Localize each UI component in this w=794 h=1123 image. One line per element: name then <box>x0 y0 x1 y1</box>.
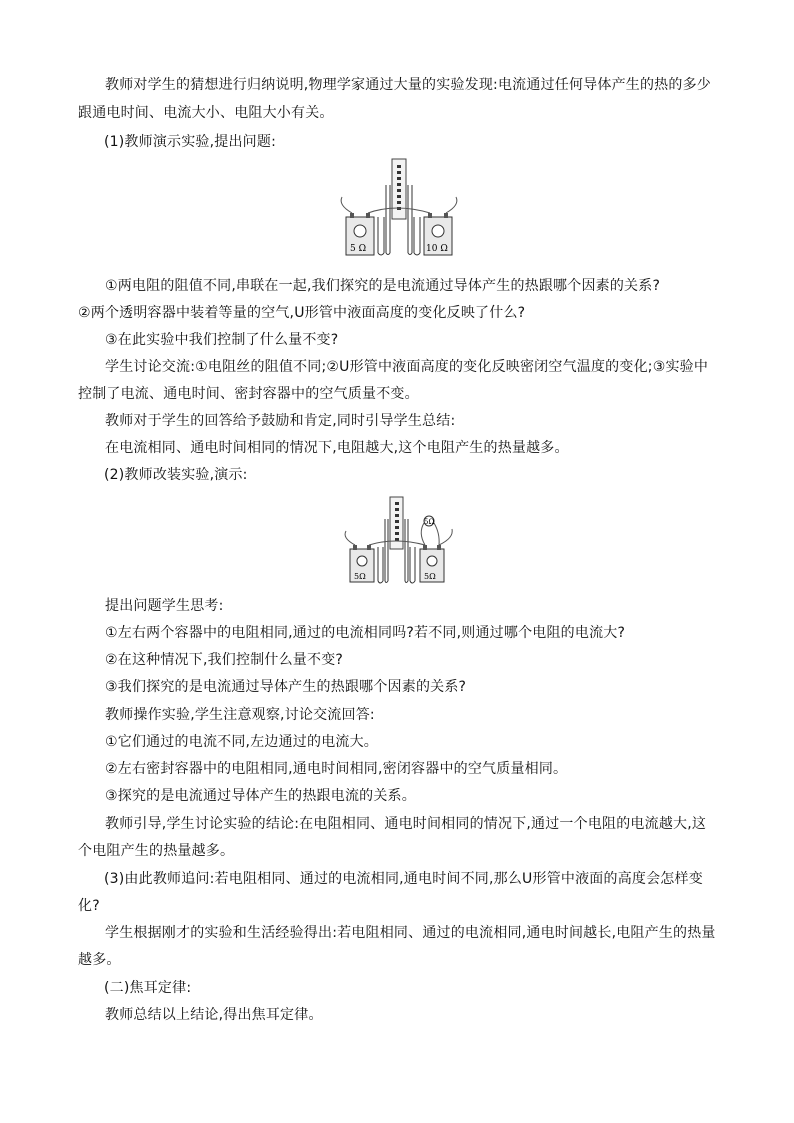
paragraph-line: ②两个透明容器中装着等量的空气,U形管中液面高度的变化反映了什么? <box>78 305 526 321</box>
experiment-figure-1 <box>334 155 464 260</box>
right-resistor-label: 5Ω <box>424 572 436 581</box>
paragraph-line: (1)教师演示实验,提出问题: <box>104 134 276 150</box>
paragraph-line: ③探究的是电流通过导体产生的热跟电流的关系。 <box>105 788 416 804</box>
paragraph-line: ①左右两个容器中的电阻相同,通过的电流相同吗?若不同,则通过哪个电阻的电流大? <box>105 625 626 641</box>
paragraph-line: 教师引导,学生讨论实验的结论:在电阻相同、通电时间相同的情况下,通过一个电阻的电流越大,这 <box>105 816 707 832</box>
paragraph-line: 学生讨论交流:①电阻丝的阻值不同;②U形管中液面高度的变化反映密闭空气温度的变化;③实验中 <box>105 359 709 375</box>
paragraph-line: 控制了电流、通电时间、密封容器中的空气质量不变。 <box>78 386 419 402</box>
paragraph-line: 提出问题学生思考: <box>105 598 224 614</box>
paragraph-line: 教师对学生的猜想进行归纳说明,物理学家通过大量的实验发现:电流通过任何导体产生的热的多少 <box>105 77 711 93</box>
paragraph-line: 个电阻产生的热量越多。 <box>78 843 235 859</box>
paragraph-line: ②左右密封容器中的电阻相同,通电时间相同,密闭容器中的空气质量相同。 <box>105 761 568 777</box>
experiment-figure-2 <box>340 493 460 588</box>
paragraph-line: (3)由此教师追问:若电阻相同、通过的电流相同,通电时间不同,那么U形管中液面的高度会怎样变 <box>104 871 703 887</box>
right-resistor-label: 10 Ω <box>426 244 448 254</box>
left-resistor-label: 5 Ω <box>350 244 367 254</box>
paragraph-line: 越多。 <box>78 952 121 968</box>
paragraph-line: 教师对于学生的回答给予鼓励和肯定,同时引导学生总结: <box>105 413 456 429</box>
paragraph-line: 教师总结以上结论,得出焦耳定律。 <box>105 1007 323 1023</box>
paragraph-line: ①它们通过的电流不同,左边通过的电流大。 <box>105 734 378 750</box>
paragraph-line: 跟通电时间、电流大小、电阻大小有关。 <box>78 105 334 121</box>
paragraph-line: 教师操作实验,学生注意观察,讨论交流回答: <box>105 707 375 723</box>
paragraph-line: 在电流相同、通电时间相同的情况下,电阻越大,这个电阻产生的热量越多。 <box>105 440 569 456</box>
left-resistor-label: 5Ω <box>354 572 366 581</box>
external-resistor-label: 5Ω <box>424 518 435 526</box>
paragraph-line: ②在这种情况下,我们控制什么量不变? <box>105 652 344 668</box>
section-heading: (二)焦耳定律: <box>104 980 192 996</box>
paragraph-line: (2)教师改装实验,演示: <box>104 467 248 483</box>
paragraph-line: ①两电阻的阻值不同,串联在一起,我们探究的是电流通过导体产生的热跟哪个因素的关系? <box>105 278 661 294</box>
paragraph-line: ③我们探究的是电流通过导体产生的热跟哪个因素的关系? <box>105 679 467 695</box>
paragraph-line: ③在此实验中我们控制了什么量不变? <box>105 332 339 348</box>
modified-apparatus-diagram <box>340 493 460 588</box>
u-tube-apparatus-diagram <box>334 155 464 260</box>
paragraph-line: 化? <box>78 898 100 914</box>
paragraph-line: 学生根据刚才的实验和生活经验得出:若电阻相同、通过的电流相同,通电时间越长,电阻产生的热量 <box>105 925 716 941</box>
